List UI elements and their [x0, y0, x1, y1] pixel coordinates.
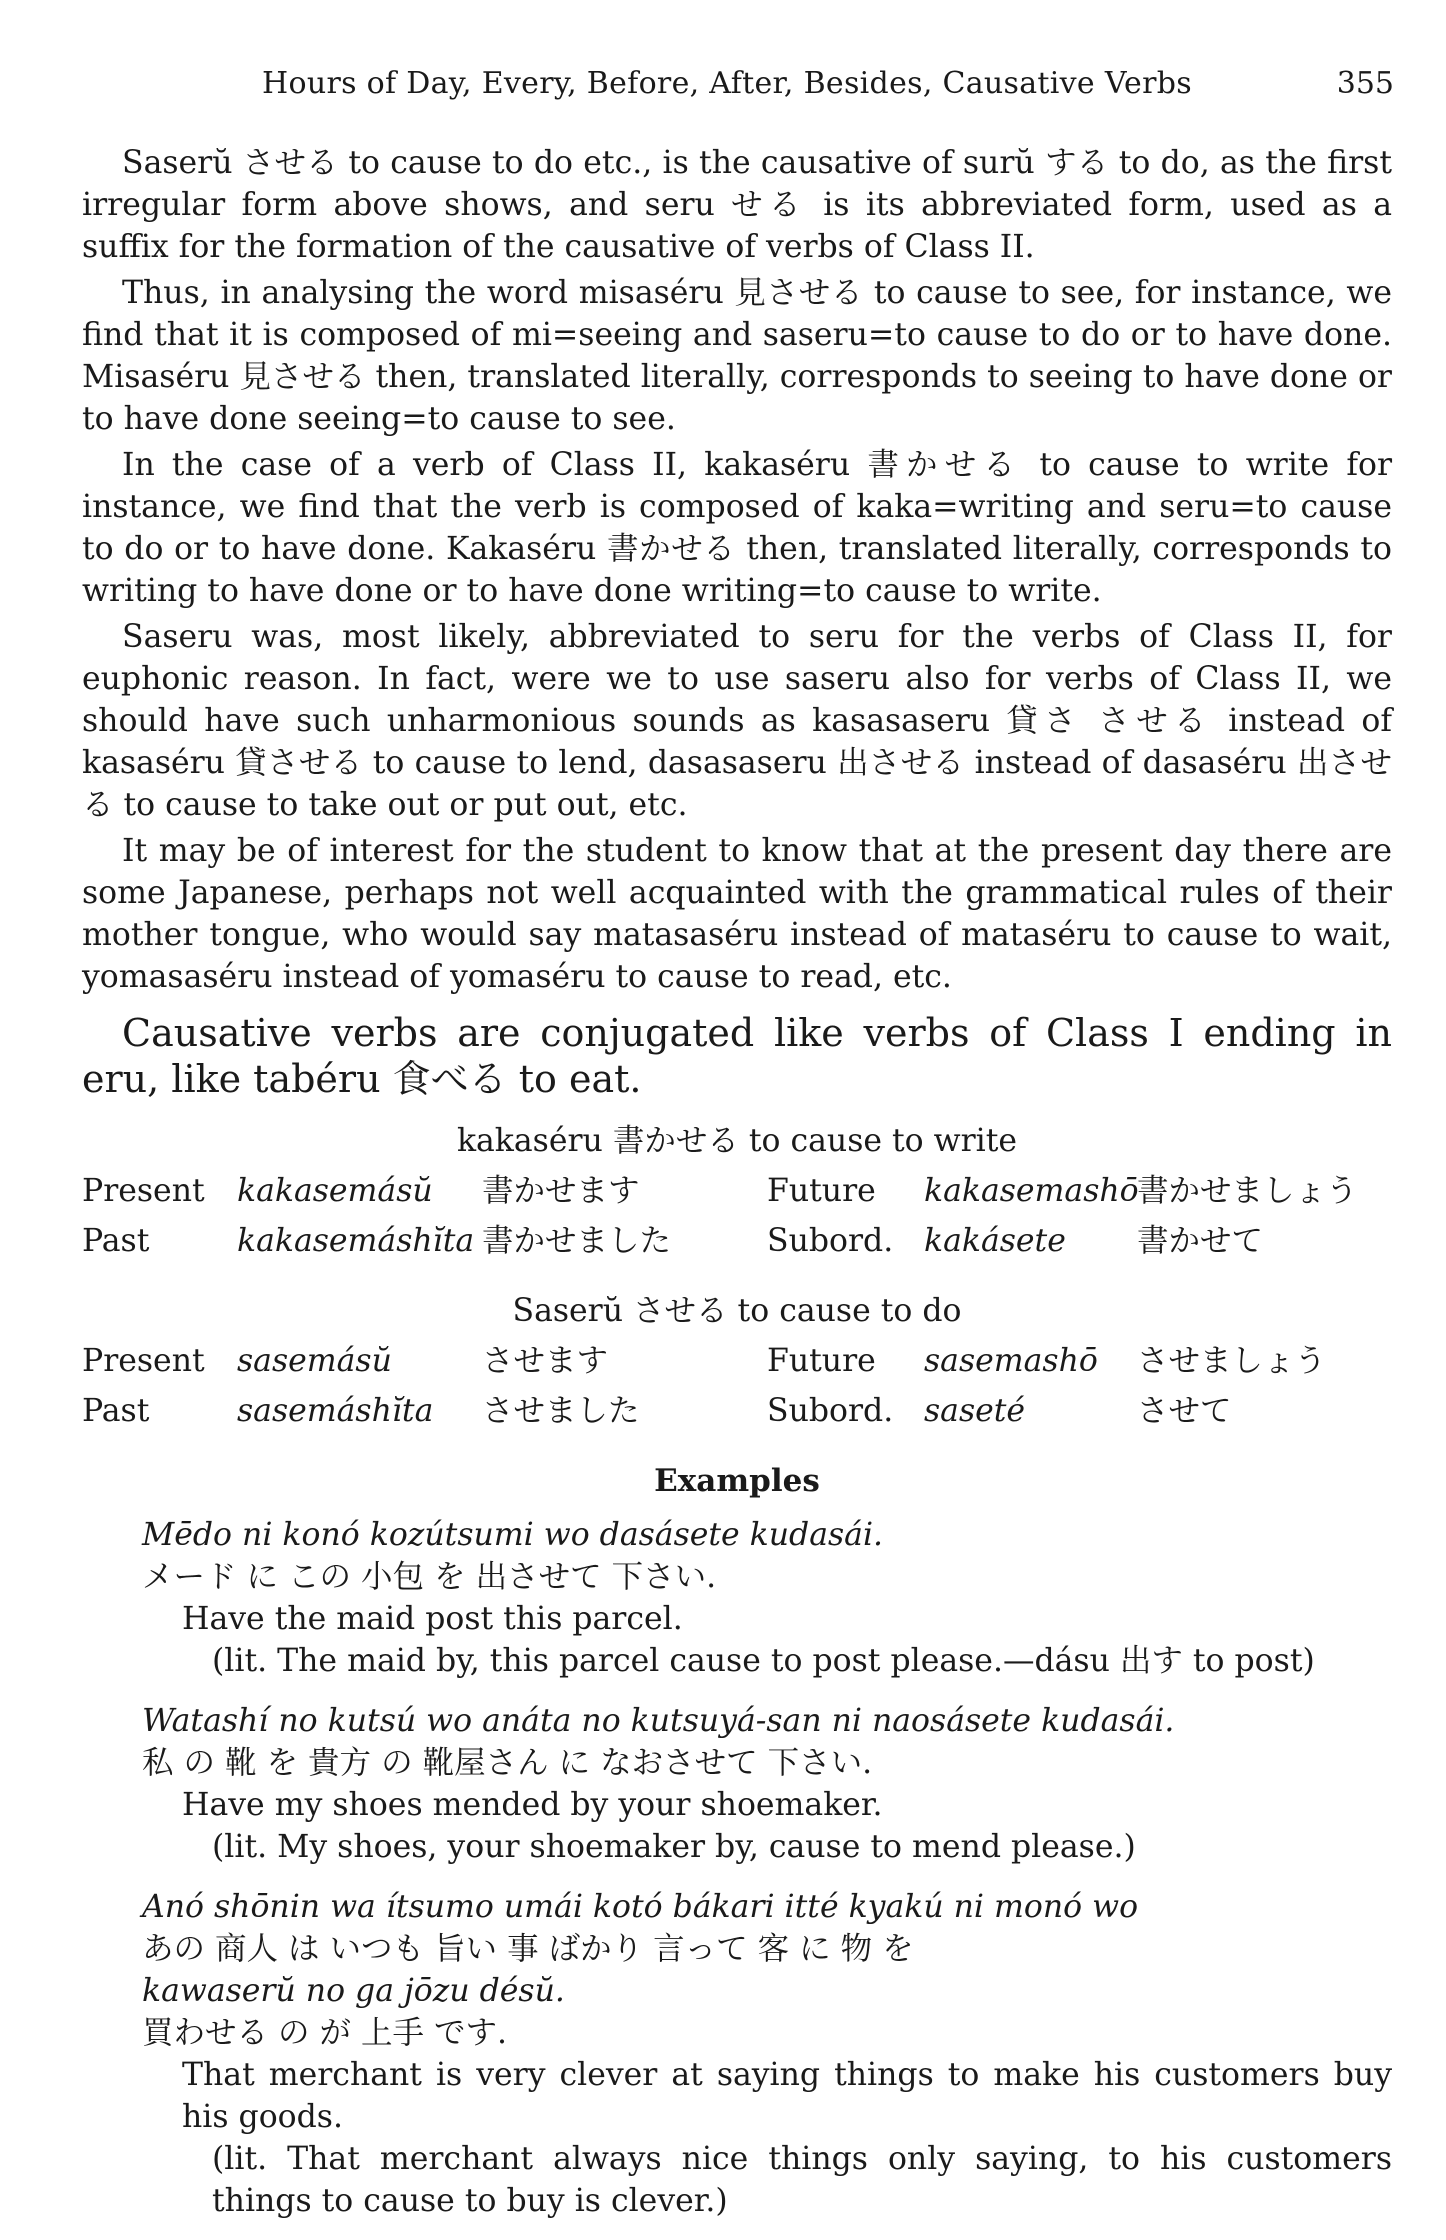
paragraph: Saseru was, most likely, abbreviated to seru for the verbs of Class II, for euphonic reason. In fact, were we to use saseru also for verbs of Class II, we should have such unharmonious sounds as kasasaseru 貸さ させる instead of kasaséru 貸させる to cause to lend, dasasaseru 出させる instead of dasaséru 出させる to cause to take out or put out, etc. [82, 619, 1392, 823]
page-header [0, 66, 1446, 106]
conjugation-row [82, 1340, 1392, 1388]
paragraph: Thus, in analysing the word misaséru 見させる to cause to see, for instance, we find that it is composed of mi=seeing and saseru=to cause to do or to have done. Misaséru 見させる then, translated literally, corresponds to seeing to have done or to have done seeing=to cause to see. [82, 275, 1392, 437]
example-romaji: Mēdo ni konó kozútsumi wo dasásete kudasái. [142, 1517, 884, 1553]
conjugation-table [82, 1340, 1392, 1440]
running-title: Hours of Day, Every, Before, After, Besides, Causative Verbs [262, 66, 1192, 101]
example [142, 1700, 1392, 1868]
paragraph: It may be of interest for the student to know that at the present day there are some Japanese, perhaps not well acquainted with the grammatical rules of their mother tongue, who would say matasaséru instead of mataséru to cause to wait, yomasaséru instead of yomaséru to cause to read, etc. [82, 833, 1392, 995]
romaji-form: kakasemáshĭta [237, 1223, 475, 1259]
kana-form: させます [482, 1343, 609, 1379]
example-literal: (lit. That merchant always nice things only saying, to his customers things to cause to buy is clever.) [212, 2141, 1392, 2219]
example-literal: (lit. The maid by, this parcel cause to post please.—dásu 出す to post) [212, 1643, 1315, 1679]
example-translation: Have the maid post this parcel. [182, 1601, 683, 1637]
tense-label: Present [82, 1343, 205, 1379]
conjugation-row [82, 1390, 1392, 1438]
romaji-form: sasemashō [924, 1343, 1098, 1379]
example-romaji: kawaserŭ no ga jōzu désŭ. [142, 1973, 565, 2009]
kana-form: させました [482, 1393, 640, 1429]
tense-label: Past [82, 1223, 150, 1259]
kana-form: 書かせて [1137, 1223, 1264, 1259]
page-number: 355 [1336, 66, 1394, 101]
example-kana: 買わせる の が 上手 です. [142, 2015, 508, 2051]
example [142, 1514, 1392, 1682]
kana-form: させましょう [1137, 1343, 1327, 1379]
romaji-form: kakasemásŭ [237, 1173, 433, 1209]
romaji-form: saseté [924, 1393, 1026, 1429]
tense-label: Future [767, 1343, 876, 1379]
tense-label: Future [767, 1173, 876, 1209]
conjugation-row [82, 1170, 1392, 1218]
examples-heading: Examples [654, 1463, 820, 1499]
tense-label: Subord. [767, 1393, 894, 1429]
example-literal: (lit. My shoes, your shoemaker by, cause to mend please.) [212, 1829, 1136, 1865]
conjugation-heading: kakaséru 書かせる to cause to write [456, 1123, 1018, 1159]
kana-form: 書かせます [482, 1173, 640, 1209]
kana-form: 書かせました [482, 1223, 672, 1259]
example-kana: メード に この 小包 を 出させて 下さい. [142, 1559, 717, 1595]
conjugation-rule: Causative verbs are conjugated like verbs of Class I ending in eru, like tabéru 食べる to eat. [82, 1011, 1392, 1101]
paragraph: In the case of a verb of Class II, kakaséru 書かせる to cause to write for instance, we find that the verb is composed of kaka=writing and seru=to cause to do or to have done. Kakaséru 書かせる then, translated literally, corresponds to writing to have done or to have done writing=to cause to write. [82, 447, 1392, 609]
example-translation: Have my shoes mended by your shoemaker. [182, 1787, 883, 1823]
conjugation-table [82, 1170, 1392, 1270]
example-romaji: Anó shōnin wa ítsumo umái kotó bákari itté kyakú ni monó wo [142, 1889, 1139, 1925]
romaji-form: sasemásŭ [237, 1343, 392, 1379]
conjugation-row [82, 1220, 1392, 1268]
romaji-form: kakasemashō [924, 1173, 1139, 1209]
paragraph: Saserŭ させる to cause to do etc., is the causative of surŭ する to do, as the first irregular form above shows, and seru せる is its abbreviated form, used as a suffix for the formation of the causative of verbs of Class II. [82, 145, 1392, 265]
example-translation: That merchant is very clever at saying things to make his customers buy his goods. [182, 2057, 1392, 2135]
tense-label: Present [82, 1173, 205, 1209]
tense-label: Past [82, 1393, 150, 1429]
example-romaji: Watashí no kutsú wo anáta no kutsuyá-san ni naosásete kudasái. [142, 1703, 1175, 1739]
page-body [82, 142, 1392, 2240]
example [142, 1886, 1392, 2222]
tense-label: Subord. [767, 1223, 894, 1259]
example-kana: 私 の 靴 を 貴方 の 靴屋さん に なおさせて 下さい. [142, 1745, 873, 1781]
example-kana: あの 商人 は いつも 旨い 事 ばかり 言って 客 に 物 を [142, 1931, 914, 1967]
romaji-form: sasemáshĭta [237, 1393, 434, 1429]
kana-form: させて [1137, 1393, 1232, 1429]
kana-form: 書かせましょう [1137, 1173, 1358, 1209]
conjugation-heading: Saserŭ させる to cause to do [512, 1293, 962, 1329]
romaji-form: kakásete [924, 1223, 1066, 1259]
